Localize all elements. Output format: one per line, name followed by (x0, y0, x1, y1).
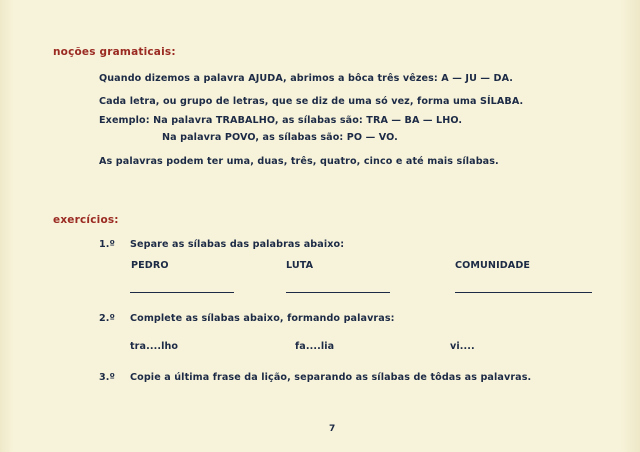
fill-item-falia[interactable]: fa....lia (295, 341, 335, 352)
exercise-3-prompt: Copie a última frase da lição, separando as sílabas de tôdas as palavras. (130, 372, 532, 383)
word-pedro: PEDRO (131, 260, 169, 271)
exercise-1-prompt: Separe as sílabas das palabras abaixo: (130, 239, 345, 250)
text-line-1: Quando dizemos a palavra AJUDA, abrimos a bôca três vêzes: A — JU — DA. (99, 73, 514, 84)
word-luta: LUTA (286, 260, 314, 271)
exercise-1-number: 1.º (99, 239, 116, 250)
heading-nocoes-gramaticais: noções gramaticais: (53, 46, 176, 58)
exercise-2-prompt: Complete as sílabas abaixo, formando palavras: (130, 313, 395, 324)
text-line-example: Exemplo: Na palavra TRABALHO, as sílabas são: TRA — BA — LHO. (99, 115, 463, 126)
page-number: 7 (329, 424, 336, 434)
fill-item-vi[interactable]: vi.... (450, 341, 475, 352)
exercise-3-number: 3.º (99, 372, 116, 383)
word-comunidade: COMUNIDADE (455, 260, 531, 271)
fill-item-tralho[interactable]: tra....lho (130, 341, 179, 352)
exercise-2-number: 2.º (99, 313, 116, 324)
answer-line-pedro[interactable] (130, 292, 234, 293)
heading-exercicios: exercícios: (53, 214, 119, 226)
answer-line-comunidade[interactable] (455, 292, 592, 293)
text-line-5: As palavras podem ter uma, duas, três, quatro, cinco e até mais sílabas. (99, 156, 499, 167)
answer-line-luta[interactable] (286, 292, 390, 293)
text-line-example-2: Na palavra POVO, as sílabas são: PO — VO. (162, 132, 398, 143)
text-line-2: Cada letra, ou grupo de letras, que se diz de uma só vez, forma uma SÍLABA. (99, 96, 524, 107)
